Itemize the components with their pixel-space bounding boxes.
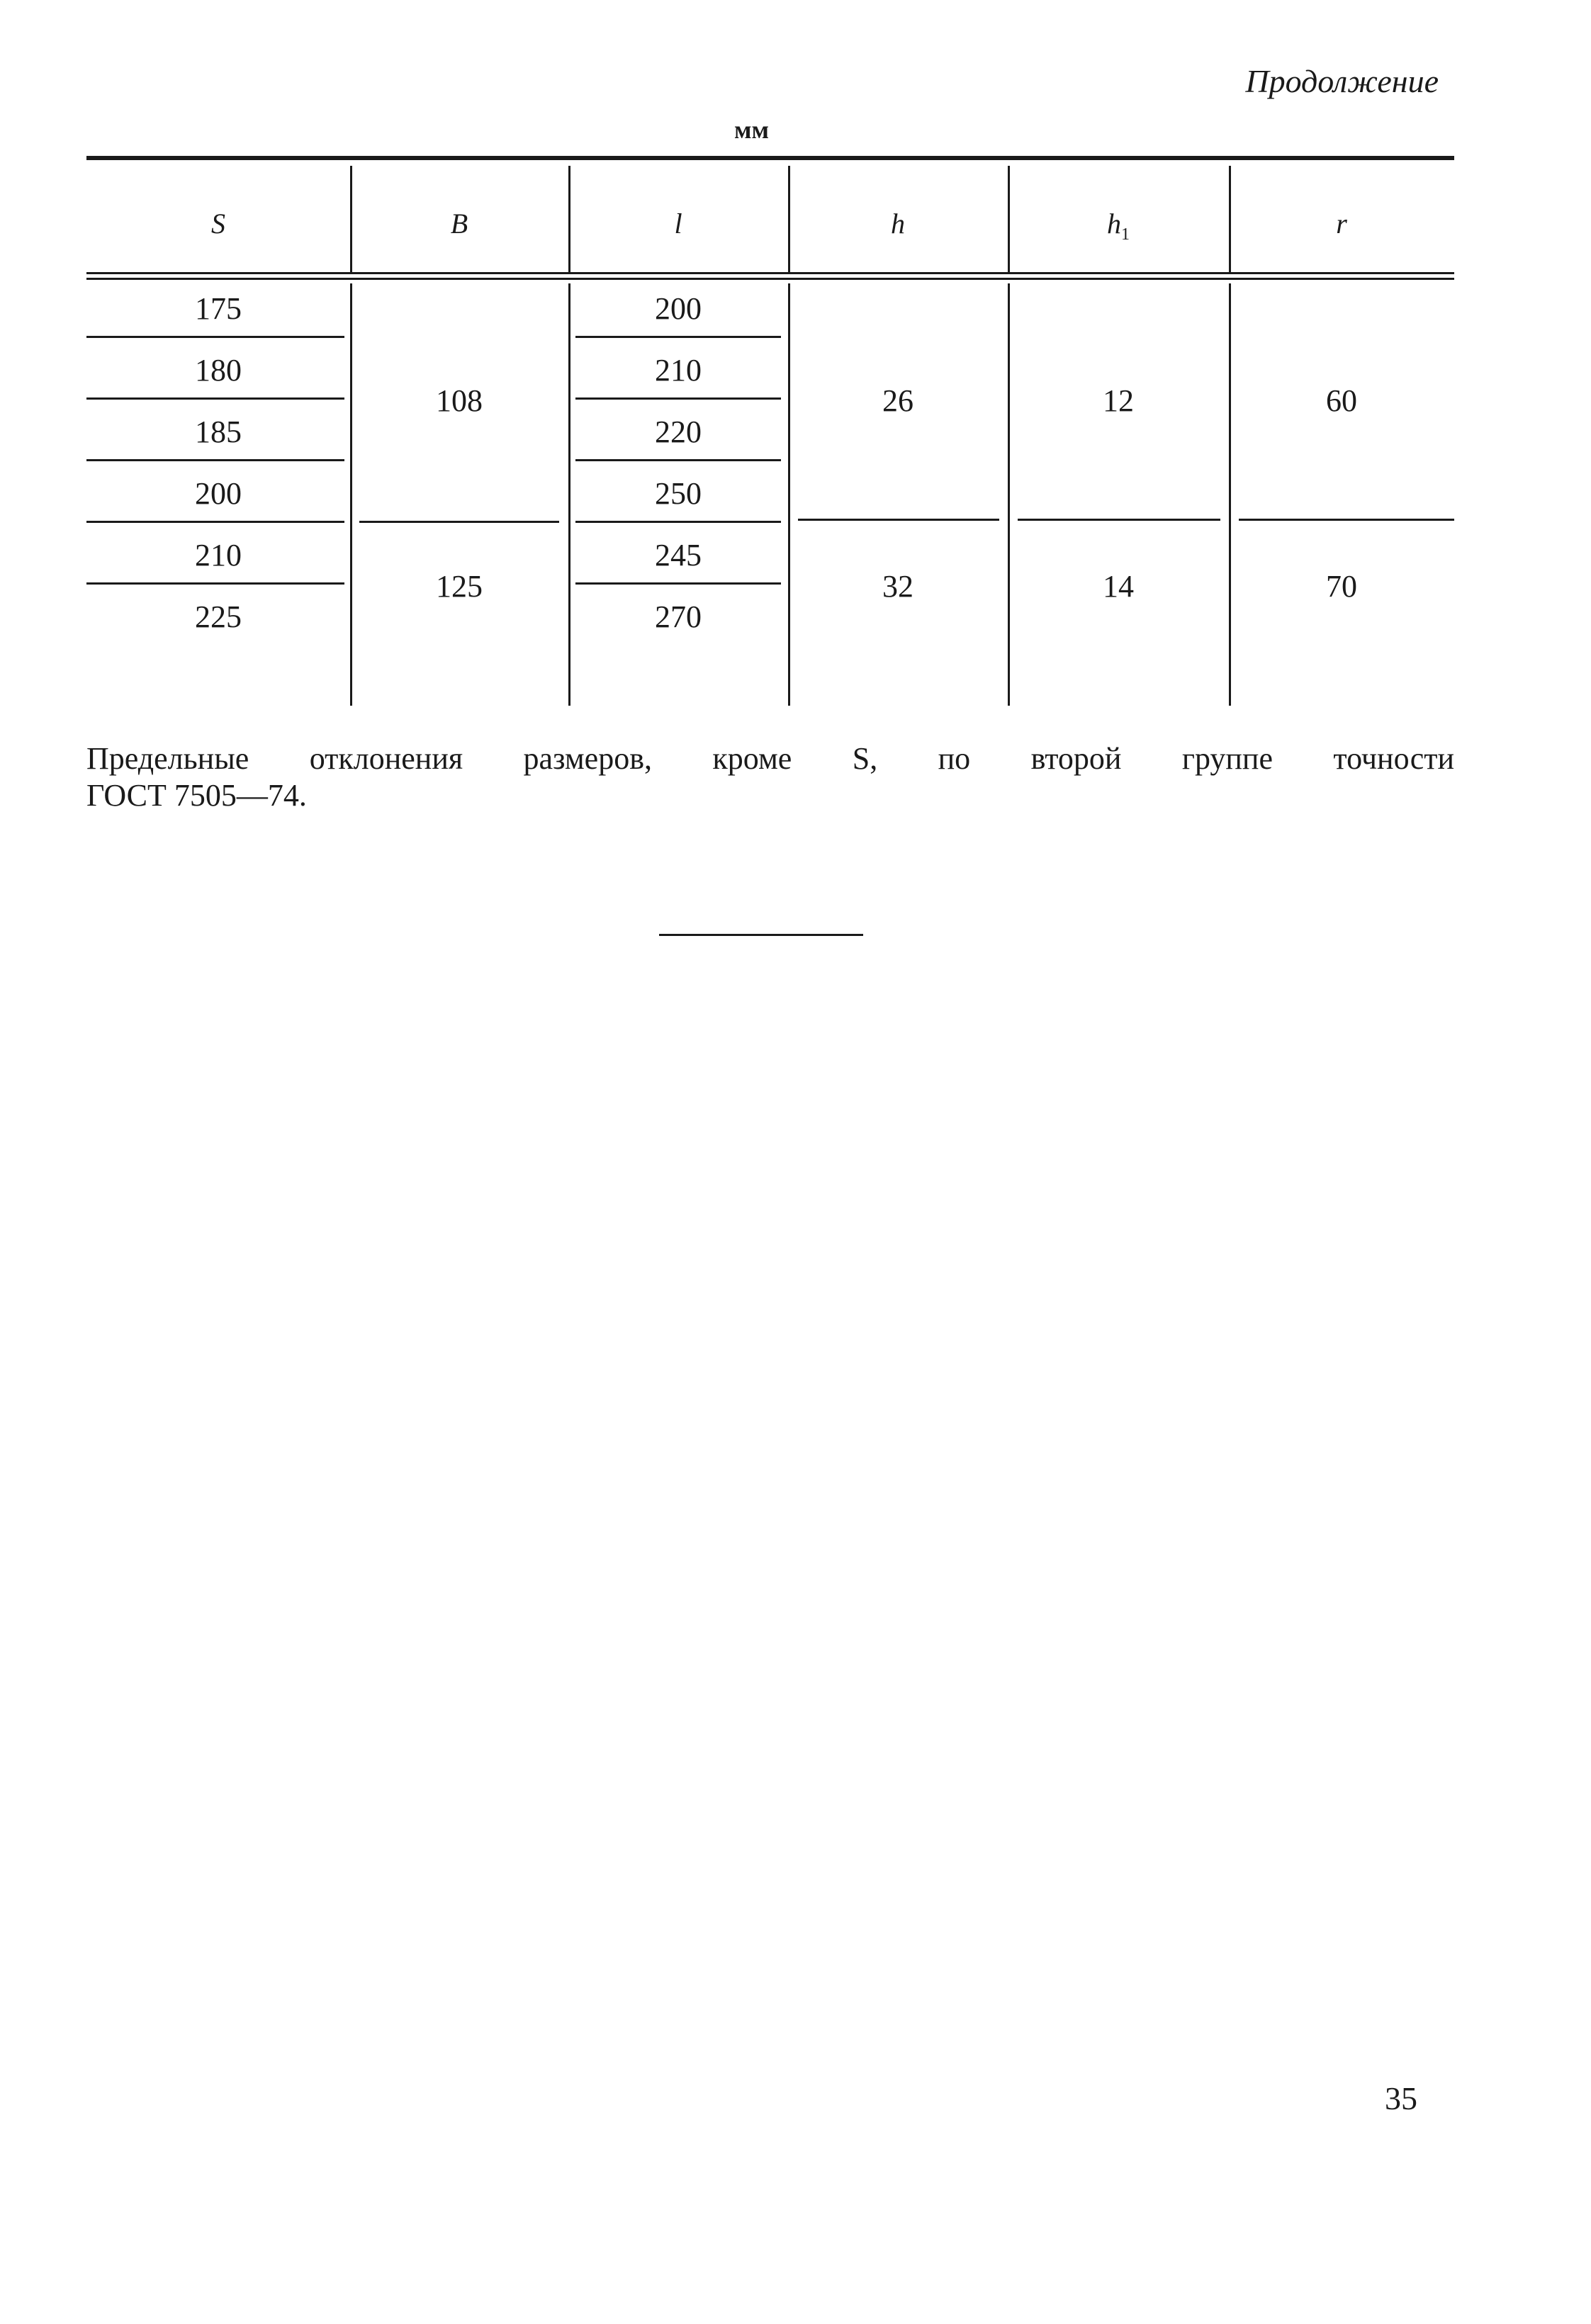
cell-b: 108 bbox=[436, 383, 483, 418]
row-rule bbox=[575, 582, 781, 585]
cell-l: 245 bbox=[655, 538, 702, 572]
col-header-r: r bbox=[1336, 208, 1347, 239]
continuation-label: Продолжение bbox=[1245, 63, 1439, 99]
col-header-h1: $h_1$ bbox=[1107, 208, 1130, 244]
cell-h1: 12 bbox=[1103, 383, 1134, 418]
row-rule bbox=[86, 336, 344, 338]
row-rule bbox=[86, 459, 344, 461]
row-rule bbox=[575, 336, 781, 338]
table-top-rule bbox=[86, 156, 1454, 160]
group-rule bbox=[359, 521, 559, 523]
cell-l: 250 bbox=[655, 476, 702, 511]
cell-s: 200 bbox=[195, 476, 242, 511]
header-divider bbox=[788, 166, 790, 272]
col-header-h: h bbox=[891, 208, 905, 239]
cell-b: 125 bbox=[436, 569, 483, 604]
cell-s: 175 bbox=[195, 291, 242, 326]
header-rule bbox=[86, 278, 1454, 280]
body-divider bbox=[1229, 283, 1231, 706]
cell-h: 32 bbox=[882, 569, 913, 604]
page-number: 35 bbox=[1385, 2080, 1417, 2116]
cell-s: 225 bbox=[195, 599, 242, 634]
header-divider bbox=[568, 166, 570, 272]
cell-s: 185 bbox=[195, 414, 242, 449]
body-divider bbox=[788, 283, 790, 706]
cell-l: 210 bbox=[655, 353, 702, 388]
header-divider bbox=[1008, 166, 1010, 272]
cell-h: 26 bbox=[882, 383, 913, 418]
tolerance-note-standard: ГОСТ 7505—74. bbox=[86, 778, 307, 813]
row-rule bbox=[86, 521, 344, 523]
col-header-l: l bbox=[674, 208, 682, 239]
body-divider bbox=[1008, 283, 1010, 706]
body-divider bbox=[350, 283, 352, 706]
cell-l: 270 bbox=[655, 599, 702, 634]
group-rule bbox=[1239, 519, 1454, 521]
cell-l: 220 bbox=[655, 414, 702, 449]
units-label: мм bbox=[734, 115, 770, 144]
row-rule bbox=[575, 521, 781, 523]
header-rule bbox=[86, 272, 1454, 274]
cell-h1: 14 bbox=[1103, 569, 1134, 604]
cell-r: 60 bbox=[1326, 383, 1357, 418]
section-separator bbox=[659, 934, 863, 936]
cell-s: 210 bbox=[195, 538, 242, 572]
header-divider bbox=[350, 166, 352, 272]
row-rule bbox=[575, 459, 781, 461]
cell-s: 180 bbox=[195, 353, 242, 388]
tolerance-note: Предельные отклонения размеров, кроме S, по второй группе точности bbox=[86, 741, 1454, 776]
group-rule bbox=[1018, 519, 1220, 521]
row-rule bbox=[575, 397, 781, 400]
col-header-b: B bbox=[450, 208, 468, 239]
col-header-s: S bbox=[211, 208, 225, 239]
row-rule bbox=[86, 397, 344, 400]
cell-l: 200 bbox=[655, 291, 702, 326]
group-rule bbox=[798, 519, 999, 521]
header-divider bbox=[1229, 166, 1231, 272]
row-rule bbox=[86, 582, 344, 585]
cell-r: 70 bbox=[1326, 569, 1357, 604]
